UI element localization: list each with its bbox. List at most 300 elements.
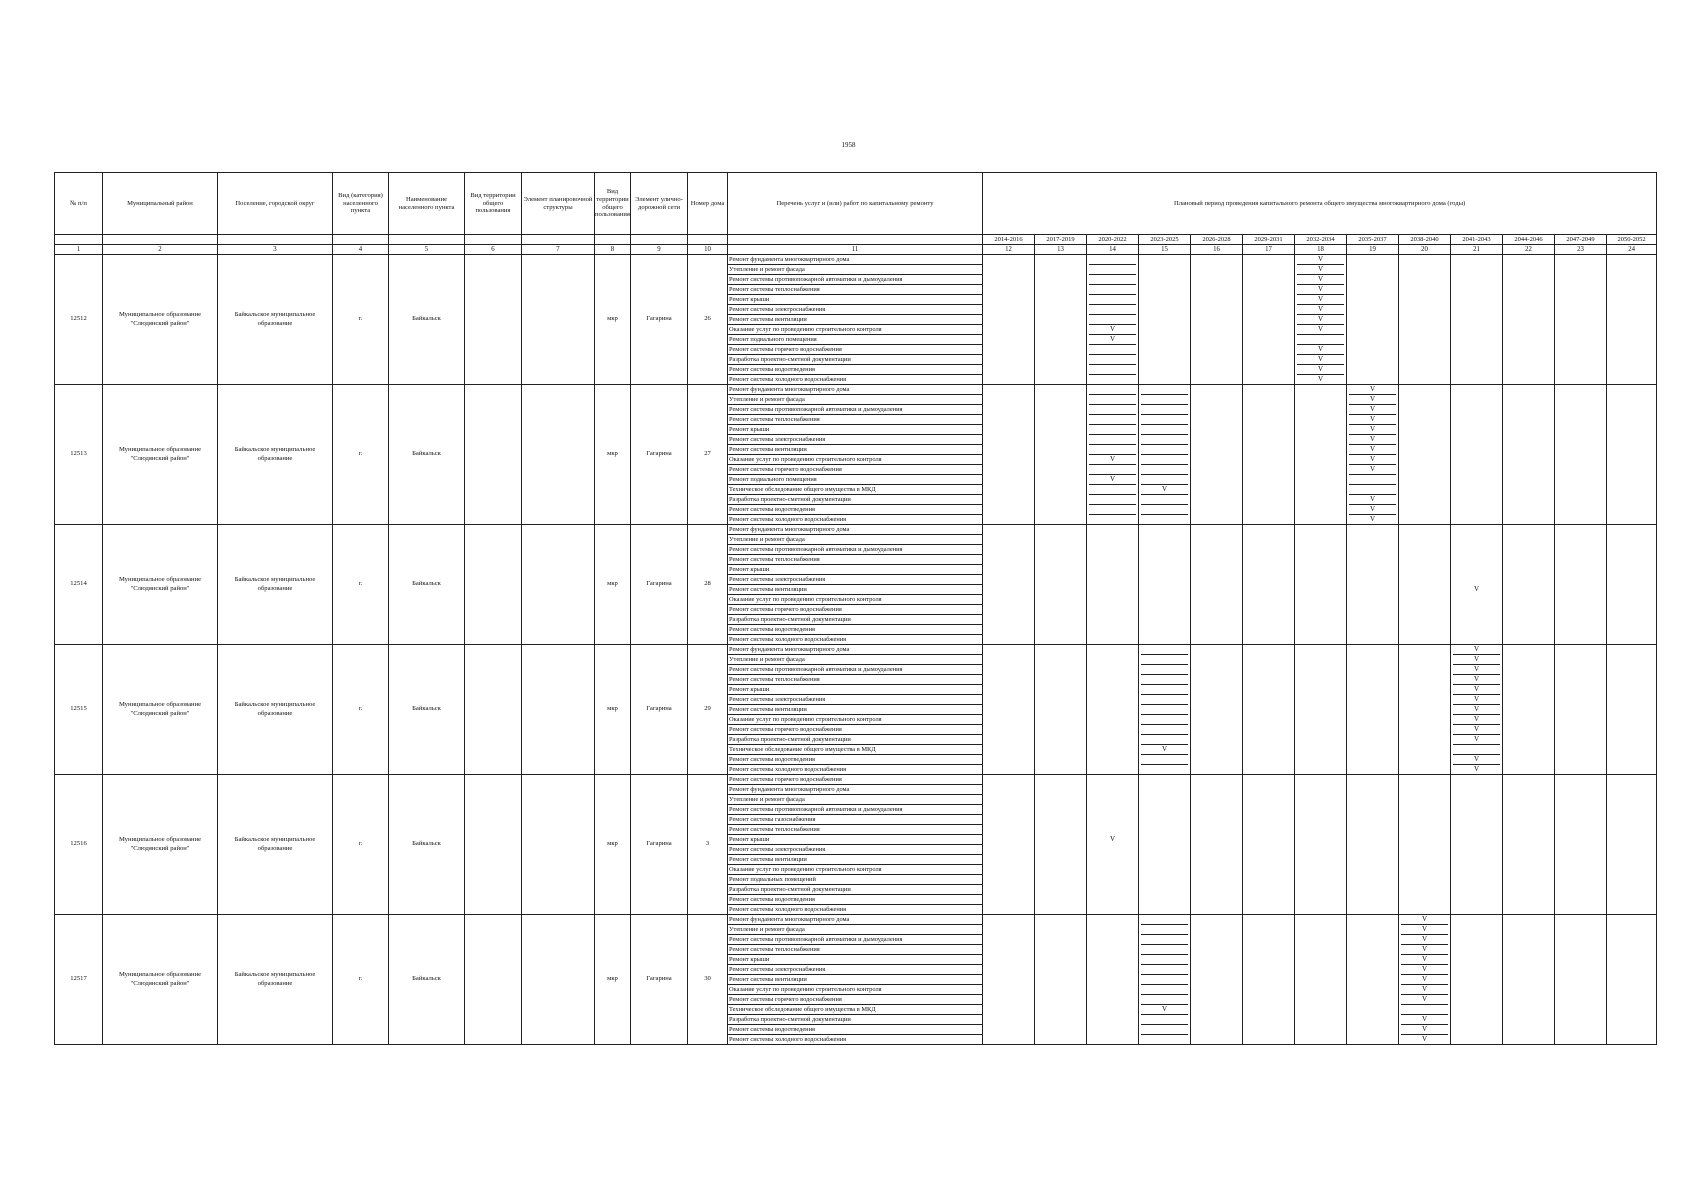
period-mark [1141,495,1188,505]
period-mark: V [1349,435,1396,445]
period-mark: V [1453,725,1500,735]
period-cell [1035,645,1087,775]
works-list-cell [728,255,983,385]
header-cell: Перечень услуг и (или) работ по капитальному ремонту [728,173,983,235]
column-number-cell: 22 [1503,245,1555,255]
work-item: Ремонт системы электроснабжения [728,305,982,315]
header-row [55,173,1657,235]
period-mark [1089,415,1136,425]
work-item: Ремонт системы холодного водоснабжения [729,1036,847,1043]
period-cell [1139,645,1191,775]
period-mark: V [1453,675,1500,685]
period-mark [1089,465,1136,475]
period-mark [1141,765,1188,774]
column-number-cell: 5 [389,245,465,255]
period-mark [1089,275,1136,285]
period-mark: V [1401,965,1448,975]
work-item: Ремонт системы вентиляции [728,585,982,595]
period-mark [1401,1005,1448,1015]
period-mark: V [1401,975,1448,985]
period-mark: V [1401,945,1448,955]
period-mark: V [1089,325,1136,335]
work-item: Ремонт крыши [728,685,982,695]
period-mark [1141,415,1188,425]
territory-kind-cell: мкр [595,385,631,525]
period-mark: V [1089,475,1136,485]
period-mark [1141,715,1188,725]
work-item: Оказание услуг по проведению строительного контроля [728,985,982,995]
period-cell [1295,645,1347,775]
header-cell: Муниципальный район [103,173,218,235]
period-mark [1141,655,1188,665]
work-item: Ремонт системы противопожарной автоматики и дымоудаления [728,805,982,815]
period-mark [1089,285,1136,295]
period-mark: V [1297,325,1344,335]
period-mark: V [1141,1005,1188,1015]
period-mark [1089,385,1136,395]
work-item: Разработка проектно-сметной документации [728,495,982,505]
column-number-cell: 10 [688,245,728,255]
table-row [55,645,1657,775]
period-cell [983,775,1035,915]
district-cell: Муниципальное образование "Слюдянский район" [103,915,218,1045]
period-mark [1141,685,1188,695]
page-number: 1958 [841,141,856,149]
period-mark [1089,425,1136,435]
period-mark: V [1453,665,1500,675]
work-item: Оказание услуг по проведению строительного контроля [728,715,982,725]
locality-kind-cell: г. [333,525,389,645]
work-item: Утепление и ремонт фасада [728,535,982,545]
period-mark [1141,475,1188,485]
period-mark [1141,435,1188,445]
locality-kind-cell: г. [333,645,389,775]
year-header-cell: 2038-2040 [1399,235,1451,245]
period-cell [983,385,1035,525]
year-header-cell: 2050-2052 [1607,235,1657,245]
record-number-cell: 12513 [55,385,103,525]
period-cell [1347,385,1399,525]
period-mark: V [1453,705,1500,715]
work-item: Ремонт подвального помещения [728,335,982,345]
settlement-cell: Байкальское муниципальное образование [218,775,333,915]
street-cell: Гагарина [631,385,688,525]
year-header-cell: 2020-2022 [1087,235,1139,245]
work-item: Ремонт крыши [728,425,982,435]
work-item: Оказание услуг по проведению строительного контроля [728,455,982,465]
period-cell [1243,915,1295,1045]
period-cell [1451,385,1503,525]
period-cell [1607,255,1657,385]
settlement-cell: Байкальское муниципальное образование [218,915,333,1045]
period-cell [1607,775,1657,915]
district-cell: Муниципальное образование "Слюдянский район" [103,775,218,915]
header-cell: Вид (категория) населенного пункта [333,173,389,235]
period-cell [1243,775,1295,915]
period-cell [1399,645,1451,775]
period-cell [1191,645,1243,775]
period-cell [1191,525,1243,645]
year-header-cell: 2047-2049 [1555,235,1607,245]
record-number-cell: 12514 [55,525,103,645]
period-cell [1555,525,1607,645]
record-number-cell: 12517 [55,915,103,1045]
period-mark: V [1453,645,1500,655]
period-cell [1087,385,1139,525]
period-mark [1141,735,1188,745]
period-mark: V [1141,485,1188,495]
settlement-cell: Байкальское муниципальное образование [218,525,333,645]
work-item: Ремонт фундамента многоквартирного дома [728,525,982,535]
work-item: Ремонт системы газоснабжения [728,815,982,825]
territory-kind-cell: мкр [595,645,631,775]
period-mark: V [1297,315,1344,325]
period-cell [1451,255,1503,385]
column-number-cell: 2 [103,245,218,255]
column-number-cell: 16 [1191,245,1243,255]
period-cell [983,645,1035,775]
work-item: Ремонт системы горячего водоснабжения [728,995,982,1005]
work-item: Ремонт системы холодного водоснабжения [729,376,847,383]
period-cell [1399,525,1451,645]
work-item: Ремонт фундамента многоквартирного дома [728,785,982,795]
work-item: Ремонт системы водоотведения [728,505,982,515]
work-item: Ремонт системы вентиляции [728,855,982,865]
column-number-cell: 23 [1555,245,1607,255]
work-item: Ремонт системы горячего водоснабжения [728,345,982,355]
year-header-cell: 2023-2025 [1139,235,1191,245]
period-mark: V [1141,745,1188,755]
work-item: Ремонт системы водоотведения [728,365,982,375]
period-cell [983,915,1035,1045]
year-header-cell: 2032-2034 [1295,235,1347,245]
period-cell [1399,255,1451,385]
period-header: Плановый период проведения капитального ремонта общего имущества многоквартирного дома (годы) [983,173,1657,235]
period-mark: V [1473,765,1480,773]
period-mark [1141,675,1188,685]
period-cell [1555,645,1607,775]
territory-kind-cell: мкр [595,915,631,1045]
work-item: Ремонт системы противопожарной автоматики и дымоудаления [728,935,982,945]
period-mark [1089,345,1136,355]
header-cell: № п/п [55,173,103,235]
column-number-cell: 1 [55,245,103,255]
settlement-cell: Байкальское муниципальное образование [218,385,333,525]
column-number-cell: 18 [1295,245,1347,255]
column-number-cell: 7 [522,245,595,255]
work-item: Ремонт подвальных помещений [728,875,982,885]
period-mark [1141,505,1188,515]
period-mark: V [1401,925,1448,935]
territory-type-cell [465,915,522,1045]
period-cell [1555,385,1607,525]
work-item: Утепление и ремонт фасада [728,265,982,275]
locality-kind-cell: г. [333,775,389,915]
column-number-cell: 3 [218,245,333,255]
period-cell [1555,775,1607,915]
year-header-cell: 2029-2031 [1243,235,1295,245]
period-mark: V [1401,935,1448,945]
work-item: Утепление и ремонт фасада [728,925,982,935]
year-header-cell: 2035-2037 [1347,235,1399,245]
period-mark: V [1401,1025,1448,1035]
period-mark: V [1297,305,1344,315]
period-mark: V [1401,985,1448,995]
works-list-cell [728,525,983,645]
period-cell [1087,255,1139,385]
period-mark [1089,315,1136,325]
work-item: Ремонт крыши [728,565,982,575]
house-number-cell: 26 [688,255,728,385]
header-cell: Поселение, городской округ [218,173,333,235]
period-mark: V [1317,375,1324,383]
period-mark [1349,485,1396,495]
period-mark [1089,265,1136,275]
district-cell: Муниципальное образование "Слюдянский район" [103,525,218,645]
period-mark [1141,1015,1188,1025]
work-item: Техническое обследование общего имущества в МКД [728,1005,982,1015]
period-mark: V [1453,655,1500,665]
table-row [55,385,1657,525]
period-mark: V [1453,755,1500,765]
territory-type-cell [465,645,522,775]
house-number-cell: 27 [688,385,728,525]
work-item: Оказание услуг по проведению строительного контроля [728,865,982,875]
period-mark: V [1349,385,1396,395]
period-mark: V [1401,1015,1448,1025]
locality-name-cell: Байкальск [389,255,465,385]
work-item: Ремонт системы электроснабжения [728,575,982,585]
work-item: Ремонт системы противопожарной автоматики и дымоудаления [728,405,982,415]
period-mark: V [1297,255,1344,265]
period-mark [1141,405,1188,415]
work-item: Ремонт системы теплоснабжения [728,415,982,425]
column-number-cell: 15 [1139,245,1191,255]
period-cell [1451,645,1503,775]
period-cell [1503,525,1555,645]
work-item: Ремонт системы водоотведения [728,895,982,905]
period-mark: V [1401,995,1448,1005]
period-cell [1347,645,1399,775]
territory-type-cell [465,775,522,915]
work-item: Утепление и ремонт фасада [728,795,982,805]
period-mark [1141,985,1188,995]
planning-element-cell [522,645,595,775]
column-number-cell: 17 [1243,245,1295,255]
period-cell [1503,385,1555,525]
period-cell [1295,915,1347,1045]
period-mark [1089,495,1136,505]
locality-kind-cell: г. [333,385,389,525]
period-mark [1141,955,1188,965]
period-mark [1141,915,1188,925]
planning-element-cell [522,255,595,385]
period-mark: V [1453,695,1500,705]
territory-kind-cell: мкр [595,525,631,645]
period-mark [1141,705,1188,715]
period-mark [1141,455,1188,465]
work-item: Ремонт системы холодного водоснабжения [729,766,847,773]
period-cell [1035,525,1087,645]
year-header-cell: 2017-2019 [1035,235,1087,245]
work-item: Ремонт фундамента многоквартирного дома [728,255,982,265]
work-item: Разработка проектно-сметной документации [728,885,982,895]
period-cell [1243,385,1295,525]
locality-kind-cell: г. [333,915,389,1045]
period-cell [1243,255,1295,385]
work-item: Ремонт системы вентиляции [728,975,982,985]
territory-type-cell [465,385,522,525]
period-mark [1141,385,1188,395]
period-mark [1089,365,1136,375]
work-item: Ремонт системы водоотведения [728,1025,982,1035]
period-cell [1191,915,1243,1045]
works-list-cell [728,915,983,1045]
period-cell [1295,385,1347,525]
works-list-cell [728,775,983,915]
work-item: Ремонт системы горячего водоснабжения [728,725,982,735]
period-mark: V [1349,465,1396,475]
column-number-cell: 14 [1087,245,1139,255]
work-item: Ремонт системы противопожарной автоматики и дымоудаления [728,545,982,555]
work-item: Ремонт системы противопожарной автоматики и дымоудаления [728,665,982,675]
period-cell [1035,255,1087,385]
work-item: Утепление и ремонт фасада [728,395,982,405]
period-mark [1089,355,1136,365]
period-cell [1139,525,1191,645]
period-cell [1451,775,1503,915]
locality-name-cell: Байкальск [389,385,465,525]
period-cell [1139,915,1191,1045]
column-numbers-row [55,245,1657,255]
period-cell [1347,525,1399,645]
period-cell [1295,255,1347,385]
work-item: Ремонт системы вентиляции [728,445,982,455]
work-item: Ремонт системы электроснабжения [728,845,982,855]
period-mark [1141,695,1188,705]
work-item: Ремонт крыши [728,955,982,965]
year-header-cell: 2014-2016 [983,235,1035,245]
planning-element-cell [522,525,595,645]
period-mark [1141,665,1188,675]
work-item: Оказание услуг по проведению строительного контроля [728,325,982,335]
period-cell [1035,915,1087,1045]
period-cell [1087,645,1139,775]
locality-kind-cell: г. [333,255,389,385]
period-mark: V [1297,285,1344,295]
work-item: Техническое обследование общего имущества в МКД [728,485,982,495]
works-list-cell [728,385,983,525]
year-header-cell: 2044-2046 [1503,235,1555,245]
period-cell [1503,775,1555,915]
column-number-cell: 13 [1035,245,1087,255]
street-cell: Гагарина [631,645,688,775]
period-mark: V [1089,455,1136,465]
locality-name-cell: Байкальск [389,775,465,915]
period-cell [1503,645,1555,775]
period-mark [1141,995,1188,1005]
period-mark [1089,305,1136,315]
works-list-cell [728,645,983,775]
period-cell [983,525,1035,645]
work-item: Ремонт системы горячего водоснабжения [728,465,982,475]
work-item: Ремонт системы теплоснабжения [728,675,982,685]
period-mark [1141,445,1188,455]
territory-type-cell [465,525,522,645]
period-cell [1607,915,1657,1045]
house-number-cell: 29 [688,645,728,775]
period-cell [1607,525,1657,645]
period-cell [1451,915,1503,1045]
period-mark [1089,485,1136,495]
work-item: Ремонт системы вентиляции [728,705,982,715]
house-number-cell: 28 [688,525,728,645]
column-number-cell: 24 [1607,245,1657,255]
work-item: Оказание услуг по проведению строительного контроля [728,595,982,605]
settlement-cell: Байкальское муниципальное образование [218,645,333,775]
work-item: Ремонт системы вентиляции [728,315,982,325]
period-mark [1141,725,1188,735]
period-mark [1089,445,1136,455]
period-mark [1089,435,1136,445]
work-item: Ремонт подвального помещения [728,475,982,485]
house-number-cell: 3 [688,775,728,915]
period-mark: V [1109,835,1116,843]
street-cell: Гагарина [631,525,688,645]
period-mark [1089,295,1136,305]
work-item: Ремонт системы теплоснабжения [728,285,982,295]
period-cell [1399,775,1451,915]
period-mark: V [1453,735,1500,745]
district-cell: Муниципальное образование "Слюдянский район" [103,255,218,385]
work-item: Ремонт системы противопожарной автоматики и дымоудаления [728,275,982,285]
header-cell: Номер дома [688,173,728,235]
period-mark [1141,395,1188,405]
period-mark [1453,745,1500,755]
locality-name-cell: Байкальск [389,915,465,1045]
settlement-cell: Байкальское муниципальное образование [218,255,333,385]
period-mark [1089,405,1136,415]
work-item: Ремонт фундамента многоквартирного дома [728,645,982,655]
period-mark: V [1349,445,1396,455]
period-mark [1141,755,1188,765]
work-item: Ремонт крыши [728,835,982,845]
period-cell [1399,385,1451,525]
work-item: Ремонт крыши [728,295,982,305]
period-mark: V [1297,265,1344,275]
territory-kind-cell: мкр [595,775,631,915]
territory-type-cell [465,255,522,385]
period-mark [1141,465,1188,475]
work-item: Разработка проектно-сметной документации [728,735,982,745]
work-item: Ремонт системы горячего водоснабжения [728,775,982,785]
table-row [55,255,1657,385]
period-mark: V [1089,335,1136,345]
work-item: Ремонт системы электроснабжения [728,965,982,975]
planning-element-cell [522,915,595,1045]
capital-repair-table [54,172,1657,1045]
work-item: Ремонт системы холодного водоснабжения [729,906,847,913]
period-cell [983,255,1035,385]
period-mark: V [1349,425,1396,435]
column-number-cell: 20 [1399,245,1451,255]
work-item: Ремонт системы холодного водоснабжения [729,636,847,643]
column-number-cell: 19 [1347,245,1399,255]
work-item: Разработка проектно-сметной документации [728,1015,982,1025]
period-mark [1141,645,1188,655]
header-cell: Вид территории общего пользования [595,173,631,235]
period-mark: V [1349,415,1396,425]
